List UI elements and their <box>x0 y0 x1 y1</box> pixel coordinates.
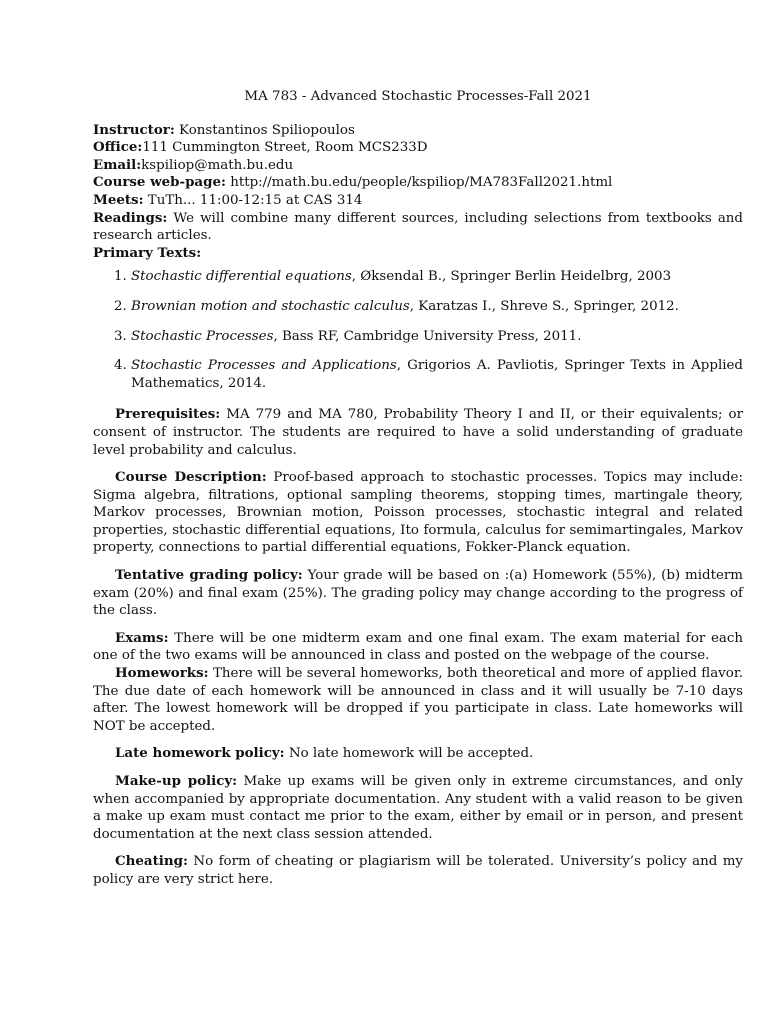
text-title: Brownian motion and stochastic calculus <box>131 298 410 314</box>
text-details: , Øksendal B., Springer Berlin Heidelbrg, 2003 <box>351 269 672 285</box>
text-details: , Karatzas I., Shreve S., Springer, 2012. <box>409 298 679 314</box>
syllabus-page <box>93 88 743 899</box>
cheating-paragraph <box>93 853 743 888</box>
grading-paragraph <box>93 567 743 620</box>
description-label: Course Description: <box>115 469 267 486</box>
readings-line <box>93 210 743 245</box>
description-paragraph <box>93 469 743 557</box>
makeup-paragraph <box>93 773 743 843</box>
primary-texts-list <box>93 268 743 392</box>
meets-label: Meets: <box>93 191 144 208</box>
meets-value: TuTh... 11:00-12:15 at CAS 314 <box>143 192 363 208</box>
homeworks-paragraph <box>93 665 743 735</box>
text-details: , Grigorios A. Pavliotis, Springer Texts in Applied Mathematics, 2014. <box>131 358 744 391</box>
text-title: Stochastic Processes and Applications <box>131 358 397 374</box>
prerequisites-paragraph <box>93 406 743 459</box>
homeworks-text: There will be several homeworks, both theoretical and more of applied flavor. The due date of each homework will be announced in class and it will usually be 7-10 days after. The lowest homework will be dropped if you participate in class. Late homeworks will NOT be accepted. <box>93 666 743 734</box>
text-title: Stochastic Processes <box>131 328 274 344</box>
list-item <box>131 298 743 316</box>
exams-text: There will be one midterm exam and one final exam. The exam material for each one of the two exams will be announced in class and posted on the webpage of the course. <box>93 630 743 664</box>
late-policy-paragraph <box>93 745 743 763</box>
webpage-label: Course web-page: <box>93 174 226 191</box>
list-item <box>131 357 743 392</box>
instructor-line <box>93 122 743 140</box>
email-line <box>93 157 743 175</box>
prerequisites-label: Prerequisites: <box>115 406 221 423</box>
homeworks-label: Homeworks: <box>115 665 209 682</box>
exams-label: Exams: <box>115 629 169 646</box>
list-item <box>131 268 743 286</box>
exams-paragraph <box>93 630 743 665</box>
makeup-text: Make up exams will be given only in extreme circumstances, and only when accompanied by appropriate documentation. Any student with a valid reason to be given a make up exam must contact me prior to the exam, either by email or in person, and present documentation at the next class session attended. <box>93 774 743 842</box>
office-label: Office: <box>93 139 143 156</box>
instructor-value: Konstantinos Spiliopoulos <box>174 122 355 138</box>
text-details: , Bass RF, Cambridge University Press, 2011. <box>273 328 582 344</box>
webpage-line <box>93 174 743 192</box>
page-title: MA 783 - Advanced Stochastic Processes-Fall 2021 <box>244 89 592 104</box>
list-item <box>131 328 743 346</box>
late-policy-text: No late homework will be accepted. <box>284 746 534 762</box>
meets-line <box>93 192 743 210</box>
office-line <box>93 139 743 157</box>
description-text: Proof-based approach to stochastic processes. Topics may include: Sigma algebra, filtrations, optional sampling theorems, stopping times, martingale theory, Markov processes, Brownian motion, Poisson processes, stochastic integral and related properties, stochastic differential equations, Ito formula, calculus for semimartingales, Markov property, connections to partial differential equations, Fokker-Planck equation. <box>93 470 743 556</box>
email-label: Email: <box>93 156 142 173</box>
grading-text: Your grade will be based on :(a) Homework (55%), (b) midterm exam (20%) and final exam (25%). The grading policy may change according to the progress of the class. <box>93 568 743 619</box>
instructor-label: Instructor: <box>93 121 175 138</box>
readings-value: We will combine many different sources, including selections from textbooks and research articles. <box>93 210 743 244</box>
cheating-label: Cheating: <box>115 853 188 870</box>
email-value: kspiliop@math.bu.edu <box>141 157 294 173</box>
late-policy-label: Late homework policy: <box>115 745 285 762</box>
primary-texts-heading: Primary Texts: <box>93 244 202 261</box>
readings-label: Readings: <box>93 209 168 226</box>
webpage-value: http://math.bu.edu/people/kspiliop/MA783Fall2021.html <box>225 175 613 191</box>
cheating-text: No form of cheating or plagiarism will be tolerated. University’s policy and my policy are very strict here. <box>93 854 743 887</box>
prerequisites-text: MA 779 and MA 780, Probability Theory I and II, or their equivalents; or consent of instructor. The students are required to have a solid understanding of graduate level probability and calculus. <box>93 407 743 458</box>
makeup-label: Make-up policy: <box>115 773 238 789</box>
office-value: 111 Cummington Street, Room MCS233D <box>142 140 428 156</box>
text-title: Stochastic differential equations <box>131 269 352 285</box>
grading-label: Tentative grading policy: <box>115 567 303 584</box>
